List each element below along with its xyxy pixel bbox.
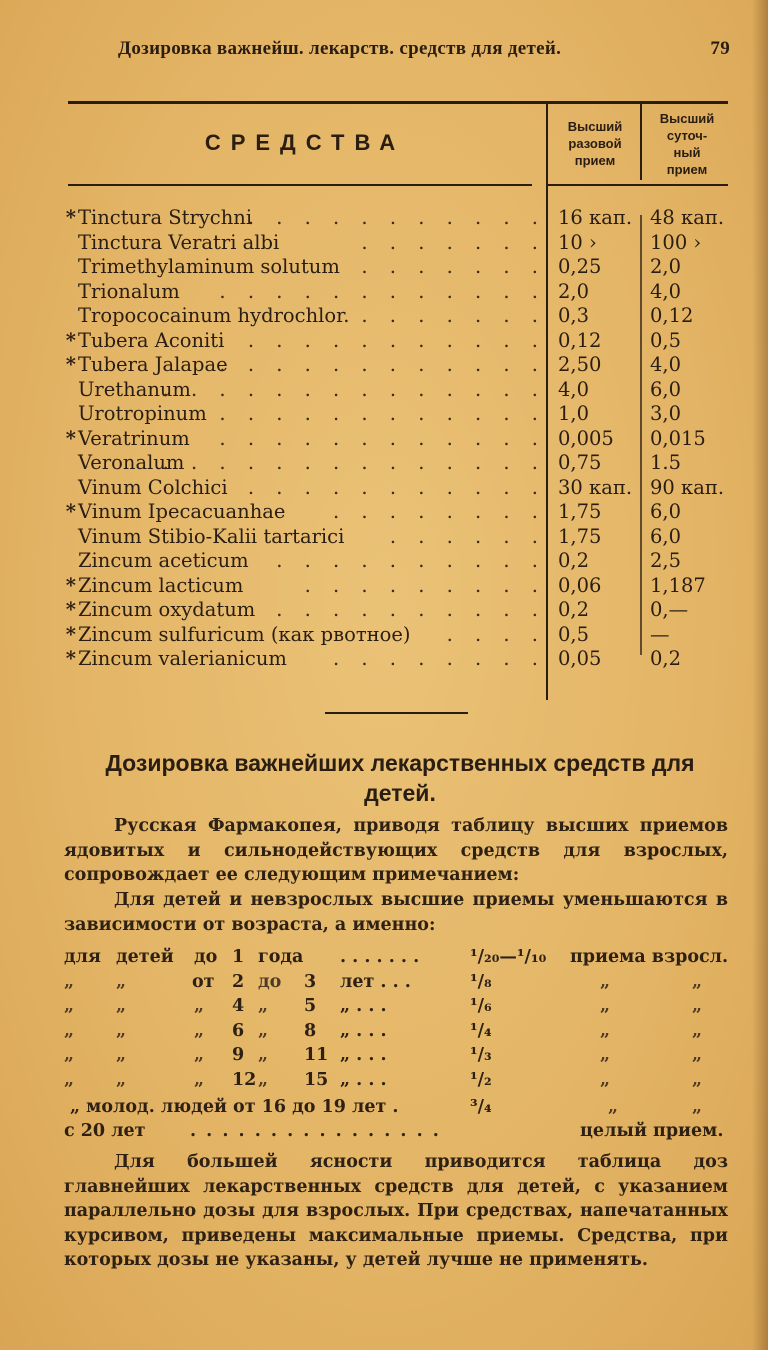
substance-name: Zincum oxydatum (78, 598, 256, 621)
header-line: Высший (567, 119, 623, 134)
daily-dose-value: 3,0 (650, 402, 682, 425)
daily-dose-value: 0,— (650, 598, 689, 621)
table-row (0, 476, 768, 500)
age-cell-r2: „ (692, 971, 703, 992)
single-dose-value: 4,0 (558, 377, 590, 401)
substance-name: Trimethylaminum solutum (78, 255, 340, 278)
single-dose-value: 0,75 (558, 451, 602, 474)
substance-name: Tinctura Strychni (78, 206, 253, 229)
table-row (0, 549, 768, 573)
daily-dose-value: 0,12 (650, 304, 694, 327)
daily-dose-value: 4,0 (650, 279, 682, 303)
header-bottom-rule-right (548, 184, 728, 186)
column-divider-2 (640, 104, 642, 180)
age-cell-from: 6 (232, 1020, 245, 1041)
note-paragraph: Для детей и невзрослых высшие приемы уменьшаются в зависимости от возраста, а именно: (64, 890, 728, 935)
daily-dose-value: 4,0 (650, 353, 682, 376)
age-cell-r2: „ (692, 1045, 703, 1065)
asterisk-mark: * (65, 647, 76, 670)
asterisk-mark: * (65, 622, 76, 646)
table-row (0, 231, 768, 255)
single-dose-value: 0,2 (558, 549, 590, 572)
age-cell-r2: „ (692, 1069, 703, 1090)
table-row (0, 206, 768, 230)
leader-dots: . . . . . . . . . . (276, 598, 546, 621)
age-cell-c5: „ (258, 1020, 269, 1041)
asterisk-mark: * (65, 598, 76, 621)
leader-dots: . . . . . . . . . . . . (219, 353, 546, 376)
age-cell-c2: „ (116, 996, 127, 1016)
age-cell-c4: от (192, 971, 215, 992)
substance-name: Tinctura Veratri albi (78, 230, 280, 254)
single-dose-value: 0,2 (558, 598, 590, 621)
age-cell-c2: „ (116, 1069, 127, 1090)
substance-name: Vinum Colchici (78, 475, 228, 499)
age-cell-dots: . . . . . . . (340, 947, 420, 967)
age-cell-from: 4 (232, 996, 245, 1016)
single-dose-value: 30 кап. (558, 475, 633, 499)
single-dose-value: 0,06 (558, 573, 602, 597)
table-row (0, 255, 768, 279)
substance-name: Vinum Stibio-Kalii tartarici (78, 524, 345, 548)
daily-dose-value: 2,5 (650, 549, 682, 572)
substance-name: Vinum Ipecacuanhae (78, 500, 286, 523)
single-dose-value: 0,5 (558, 622, 590, 646)
age-cell-c3: „ (194, 996, 205, 1016)
age-cell-frac: ¹/₄ (470, 1020, 492, 1041)
age-cell-r1: приема взросл. (570, 947, 729, 967)
table-row (0, 525, 768, 549)
leader-dots: . . . . . . . . . . (276, 549, 546, 572)
substance-name: Zincum aceticum (78, 549, 249, 572)
leader-dots: . . . . . . . . . . . . (219, 426, 546, 450)
table-row (0, 402, 768, 426)
age-cell-frac: ¹/₈ (470, 971, 492, 992)
asterisk-mark: * (65, 328, 76, 352)
intro-paragraph: Русская Фармакопея, приводя таблицу высших приемов ядовитых и сильнодействующих средств для взрослых, сопровождает ее следующим примечанием: (64, 816, 728, 885)
age-cell-to: 3 (304, 971, 317, 992)
single-dose-value: 16 кап. (558, 206, 633, 229)
section-title (70, 748, 730, 808)
age-cell-c5: „ (258, 996, 269, 1016)
age-cell-c1: „ (64, 1069, 75, 1090)
section-title-line: Дозировка важнейших лекарственных средств для (105, 750, 695, 776)
age-row (0, 946, 768, 969)
daily-dose-value: — (650, 622, 670, 646)
age-cell-r1: „ (600, 1045, 611, 1065)
daily-dose-value: 6,0 (650, 377, 682, 401)
single-dose-value: 0,25 (558, 255, 602, 278)
age-cell-c5: до (258, 971, 282, 992)
single-dose-value: 10 › (558, 230, 597, 254)
column-header-single-dose (552, 118, 638, 169)
single-dose-value: 1,0 (558, 402, 590, 425)
single-dose-value: 0,3 (558, 304, 590, 327)
table-row (0, 598, 768, 622)
substance-name: Tubera Jalapae (78, 353, 228, 376)
leader-dots: . . . . . . . . . . . (247, 475, 546, 499)
age-row-youth (0, 1096, 768, 1119)
age-cell-c5: года (258, 947, 304, 967)
age-row (0, 971, 768, 994)
asterisk-mark: * (65, 353, 76, 376)
substance-name: Urethanum (78, 377, 191, 401)
age-cell-dots: „ . . . (340, 1020, 387, 1041)
age-cell-r1: „ (600, 1020, 611, 1041)
leader-dots: . . . . . . . . (333, 500, 546, 523)
leader-dots: . . . . . . . . . (304, 573, 546, 597)
age-cell-r2: „ (692, 1020, 703, 1041)
substance-name: Zincum sulfuricum (как рвотное) (78, 622, 411, 646)
running-head (118, 38, 730, 60)
column-header-substances: СРЕДСТВА (204, 130, 406, 155)
daily-dose-value: 6,0 (650, 524, 682, 548)
leader-dots: . . . . . . . . . . . . . . . . (190, 1121, 441, 1141)
single-dose-value: 0,12 (558, 328, 602, 352)
age-cell-c2: „ (116, 1020, 127, 1041)
substance-name: Veronalum (78, 451, 185, 474)
header-line: разовой (568, 136, 622, 151)
age-fraction: ³/₄ (470, 1097, 492, 1117)
table-top-rule (68, 101, 728, 104)
daily-dose-value: 0,015 (650, 426, 706, 450)
single-dose-value: 1,75 (558, 524, 602, 548)
asterisk-mark: * (65, 573, 76, 597)
age-cell-from: 1 (232, 947, 245, 967)
section-title-line: детей. (364, 780, 436, 806)
daily-dose-value: 0,2 (650, 647, 682, 670)
table-row (0, 378, 768, 402)
age-cell-frac: ¹/₂ (470, 1069, 492, 1090)
section-separator (325, 712, 468, 714)
age-cell-c1: „ (64, 1020, 75, 1041)
table-row (0, 304, 768, 328)
age-cell-r1: „ (600, 1069, 611, 1090)
ditto-mark: „ (692, 1097, 703, 1117)
table-row (0, 647, 768, 671)
table-row (0, 329, 768, 353)
substance-name: Urotropinum (78, 402, 207, 425)
age-cell-c3: „ (194, 1020, 205, 1041)
age-cell-c2: „ (116, 971, 127, 992)
age-cell-r1: „ (600, 971, 611, 992)
header-bottom-rule (68, 184, 532, 186)
substance-name: Tropococainum hydrochlor. (78, 304, 350, 327)
leader-dots: . . . . . . . . . . . (247, 206, 546, 229)
table-row (0, 280, 768, 304)
age-cell-c1: „ (64, 996, 75, 1016)
age-cell-frac: ¹/₃ (470, 1045, 492, 1065)
substance-name: Veratrinum (78, 426, 190, 450)
ditto-mark: „ (608, 1097, 619, 1117)
age-cell-from: 12 (232, 1069, 257, 1090)
daily-dose-value: 100 › (650, 230, 702, 254)
age-cell-c5: „ (258, 1045, 269, 1065)
table-row (0, 451, 768, 475)
age-cell-r1: „ (600, 996, 611, 1016)
substance-name: Trionalum (78, 279, 180, 303)
age-cell-dots: лет . . . (340, 971, 411, 992)
table-row (0, 623, 768, 647)
age-cell-dots: „ . . . (340, 996, 387, 1016)
age-cell-c1: „ (64, 971, 75, 992)
age-row (0, 995, 768, 1018)
single-dose-value: 0,05 (558, 647, 602, 670)
leader-dots: . . . . . . . . (333, 647, 546, 670)
daily-dose-value: 90 кап. (650, 475, 725, 499)
age-cell-c2: детей (116, 947, 174, 967)
leader-dots: . . . . (446, 622, 546, 646)
age-value: целый прием. (580, 1121, 724, 1141)
leader-dots: . . . . . . . . . . . (247, 328, 546, 352)
leader-dots: . . . . . . . (361, 304, 546, 327)
age-cell-to: 5 (304, 996, 317, 1016)
age-cell-frac: ¹/₂₀—¹/₁₀ (470, 947, 547, 967)
running-title: Дозировка важнейш. лекарств. средств для детей. (118, 38, 562, 59)
age-cell-from: 9 (232, 1045, 245, 1065)
age-cell-r2: „ (692, 996, 703, 1016)
age-cell-to: 15 (304, 1069, 329, 1090)
single-dose-value: 0,005 (558, 426, 614, 450)
age-cell-dots: „ . . . (340, 1069, 387, 1090)
age-cell-from: 2 (232, 971, 245, 992)
age-row (0, 1020, 768, 1043)
header-line: прием (574, 153, 616, 168)
age-cell-c2: „ (116, 1045, 127, 1065)
age-label: „ молод. людей от 16 до 19 лет . (70, 1097, 399, 1117)
daily-dose-value: 2,0 (650, 255, 682, 278)
age-cell-c3: до (194, 947, 218, 967)
page-number: 79 (710, 38, 730, 59)
single-dose-value: 2,0 (558, 279, 590, 303)
header-line: суточ- (666, 128, 708, 143)
header-line: Высший (659, 111, 715, 126)
age-cell-c1: для (64, 947, 101, 967)
leader-dots: . . . . . . (389, 524, 546, 548)
substance-name: Zincum valerianicum (78, 647, 287, 670)
leader-dots: . . . . . . . . . . . . . . (162, 451, 546, 474)
age-cell-dots: „ . . . (340, 1045, 387, 1065)
table-row (0, 500, 768, 524)
age-row (0, 1044, 768, 1067)
asterisk-mark: * (65, 206, 76, 229)
leader-dots: . . . . . . . . . . . . . . (162, 377, 546, 401)
leader-dots: . . . . . . . . . . . . (219, 279, 546, 303)
age-label: с 20 лет (64, 1121, 146, 1141)
page-edge-shadow (752, 0, 768, 1350)
single-dose-value: 2,50 (558, 353, 602, 376)
substance-name: Zincum lacticum (78, 573, 244, 597)
table-row (0, 427, 768, 451)
column-header-daily-dose (644, 110, 730, 178)
leader-dots: . . . . . . . (361, 255, 546, 278)
single-dose-value: 1,75 (558, 500, 602, 523)
table-row (0, 353, 768, 377)
age-cell-c3: „ (194, 1069, 205, 1090)
table-row (0, 574, 768, 598)
daily-dose-value: 48 кап. (650, 206, 725, 229)
daily-dose-value: 0,5 (650, 328, 682, 352)
header-line: ный (673, 145, 701, 160)
age-cell-c5: „ (258, 1069, 269, 1090)
age-cell-to: 11 (304, 1045, 329, 1065)
age-cell-frac: ¹/₆ (470, 996, 492, 1016)
age-cell-c3: „ (194, 1045, 205, 1065)
header-line: прием (666, 162, 708, 177)
asterisk-mark: * (65, 500, 76, 523)
leader-dots: . . . . . . . (361, 230, 546, 254)
age-cell-c1: „ (64, 1045, 75, 1065)
asterisk-mark: * (65, 426, 76, 450)
leader-dots: . . . . . . . . . . . . (219, 402, 546, 425)
daily-dose-value: 1.5 (650, 451, 682, 474)
age-row (0, 1069, 768, 1092)
daily-dose-value: 1,187 (650, 573, 706, 597)
age-cell-to: 8 (304, 1020, 317, 1041)
substance-name: Tubera Aconiti (78, 328, 225, 352)
daily-dose-value: 6,0 (650, 500, 682, 523)
closing-paragraph: Для большей ясности приводится таблица доз главнейших лекарственных средств для детей, с указанием параллельно дозы для взрослых. При средствах, напечатанных курсивом, приведены максимальные приемы. Средства, при которых дозы не указаны, у детей лучше не применять. (64, 1152, 728, 1270)
age-row-adult (0, 1120, 768, 1143)
